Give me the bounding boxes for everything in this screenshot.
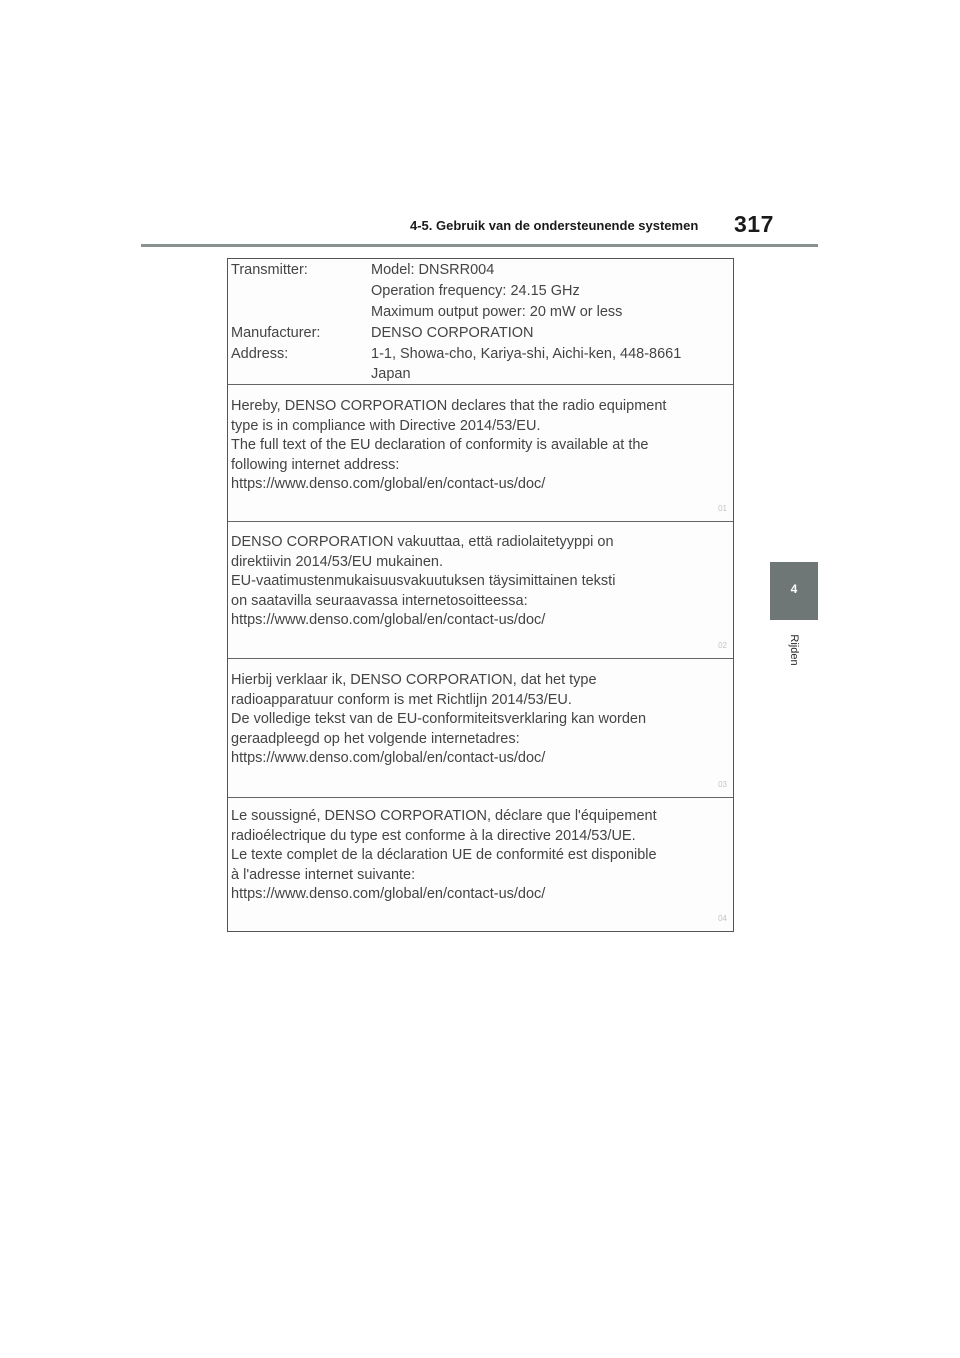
- declaration-url[interactable]: https://www.denso.com/global/en/contact-us/doc/: [231, 750, 546, 767]
- text-line: Hierbij verklaar ik, DENSO CORPORATION, dat het type: [231, 672, 597, 688]
- text-line: Le soussigné, DENSO CORPORATION, déclare que l'équipement: [231, 808, 657, 824]
- header-divider: [141, 244, 818, 247]
- declaration-text: [231, 397, 721, 495]
- text-line: type is in compliance with Directive 2014/53/EU.: [231, 417, 541, 434]
- corner-mark: 04: [718, 914, 727, 923]
- text-line: radioapparatuur conform is met Richtlijn 2014/53/EU.: [231, 691, 572, 708]
- text-line: DENSO CORPORATION vakuuttaa, että radiolaitetyyppi on: [231, 534, 614, 550]
- declaration-french: [228, 798, 733, 931]
- spec-value: DENSO CORPORATION: [371, 325, 534, 341]
- spec-block: [228, 259, 733, 385]
- corner-mark: 01: [718, 504, 727, 513]
- text-line: geraadpleegd op het volgende internetadres:: [231, 730, 520, 747]
- spec-value: Maximum output power: 20 mW or less: [371, 304, 623, 320]
- section-title: 4-5. Gebruik van de ondersteunende systemen: [410, 218, 699, 233]
- declaration-url[interactable]: https://www.denso.com/global/en/contact-us/doc/: [231, 612, 546, 629]
- declaration-text: [231, 671, 721, 769]
- chapter-tab[interactable]: [770, 562, 818, 620]
- declaration-finnish: [228, 522, 733, 659]
- text-line: EU-vaatimustenmukaisuusvakuutuksen täysimittainen teksti: [231, 573, 616, 590]
- spec-label: Manufacturer:: [231, 325, 321, 341]
- text-line: following internet address:: [231, 456, 400, 473]
- text-line: The full text of the EU declaration of conformity is available at the: [231, 437, 649, 454]
- corner-mark: 02: [718, 641, 727, 650]
- declaration-dutch: [228, 659, 733, 798]
- declaration-text: [231, 533, 721, 631]
- spec-value: Japan: [371, 366, 411, 382]
- text-line: Hereby, DENSO CORPORATION declares that the radio equipment: [231, 398, 667, 414]
- chapter-tab-label: Rijden: [788, 634, 800, 666]
- spec-value: 1-1, Showa-cho, Kariya-shi, Aichi-ken, 448-8661: [371, 346, 682, 362]
- text-line: radioélectrique du type est conforme à la directive 2014/53/UE.: [231, 827, 636, 844]
- text-line: De volledige tekst van de EU-conformiteitsverklaring kan worden: [231, 711, 647, 728]
- declaration-english: [228, 385, 733, 522]
- declaration-panel: [227, 258, 734, 932]
- text-line: direktiivin 2014/53/EU mukainen.: [231, 553, 443, 570]
- text-line: à l'adresse internet suivante:: [231, 866, 416, 883]
- chapter-tab-number: 4: [790, 582, 798, 596]
- spec-label: Transmitter:: [231, 262, 308, 278]
- declaration-url[interactable]: https://www.denso.com/global/en/contact-us/doc/: [231, 886, 546, 903]
- page-number: 317: [734, 211, 774, 237]
- text-line: on saatavilla seuraavassa internetosoitteessa:: [231, 592, 528, 609]
- text-line: Le texte complet de la déclaration UE de conformité est disponible: [231, 847, 657, 864]
- declaration-text: [231, 807, 721, 905]
- spec-value: Operation frequency: 24.15 GHz: [371, 283, 580, 299]
- spec-label: Address:: [231, 346, 289, 362]
- declaration-url[interactable]: https://www.denso.com/global/en/contact-us/doc/: [231, 476, 546, 493]
- corner-mark: 03: [718, 780, 727, 789]
- spec-value: Model: DNSRR004: [371, 262, 495, 278]
